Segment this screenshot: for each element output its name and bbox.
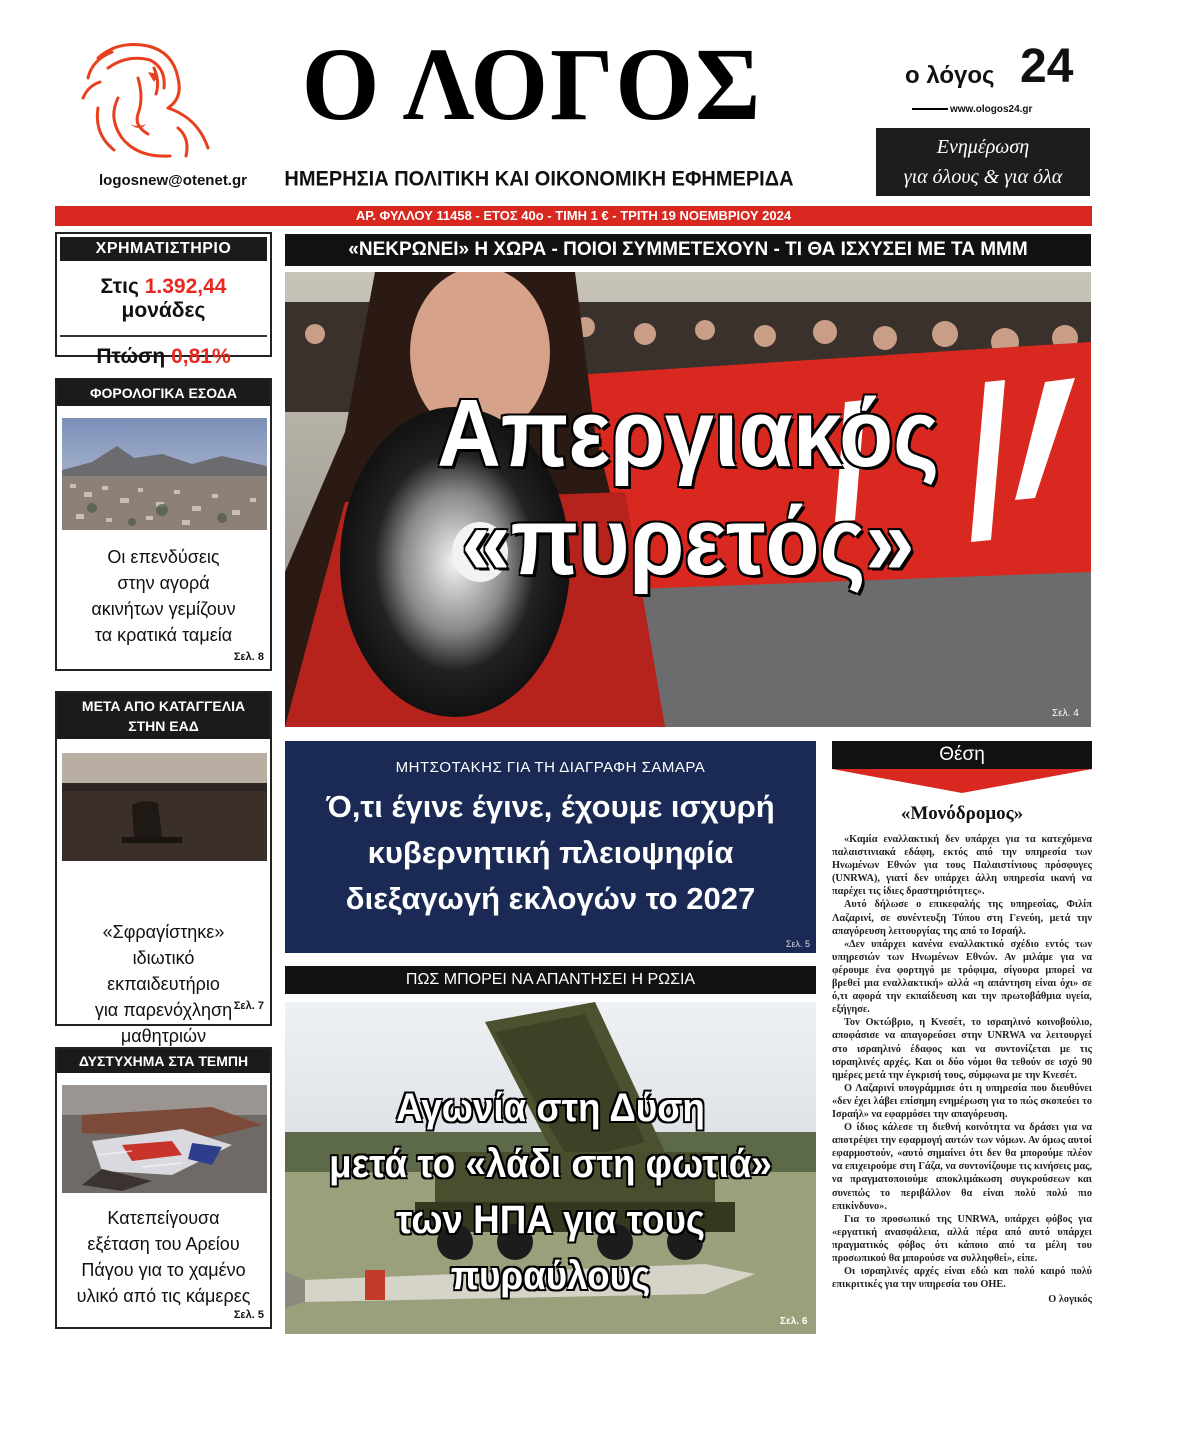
story-line: «Σφραγίστηκε» <box>102 922 225 942</box>
editorial-paragraph: «Καμία εναλλακτική δεν υπάρχει για τα κατεχόμενα παλαιστινιακά εδάφη, εκτός από την υπηρεσία των Ηνωμένων Εθνών για τους Παλαιστίνιους πρόσφυγες (UNRWA), γιατί δεν υπάρχει άλλη υπηρεσία ικανή να παρέχει τις ίδιες δραστηριότητες». <box>832 834 1092 898</box>
editorial-paragraph: Τον Οκτώβριο, η Κνεσέτ, το ισραηλινό κοινοβούλιο, αποφάσισε να απαγορεύσει στην UNRWA να λειτουργεί στο ισραηλινό έδαφος και να συντονίζεται με τις ισραηλινές αρχές. Και οι δύο νόμοι θα τεθούν σε ισχύ 90 ημέρες μετά την έγκρισή τους, σύμφωνα με την Κνεσέτ. <box>832 1017 1092 1081</box>
story-text <box>57 919 270 1049</box>
contact-email[interactable]: logosnew@otenet.gr <box>99 172 247 189</box>
editorial-paragraph: Ο Λαζαρινί υπογράμμισε ότι η υπηρεσία που διευθύνει «δεν έχει λάβει επίσημη ενημέρωση για το πώς σκοπεύει το Ισραήλ» να εφαρμόσει την απαγόρευση. <box>832 1082 1092 1120</box>
sidebar-story-tax[interactable] <box>55 378 272 671</box>
stock-change <box>60 335 267 369</box>
russia-headline-line: μετά το «λάδι στη φωτιά» <box>329 1142 772 1186</box>
page-ref: Σελ. 5 <box>233 1309 264 1321</box>
russia-page-ref: Σελ. 6 <box>780 1316 808 1327</box>
editorial-signature: Ο λογικός <box>1048 1294 1092 1306</box>
editorial-paragraph: Ο ίδιος κάλεσε τη διεθνή κοινότητα να δράσει για να αποτρέψει την εφαρμογή αυτών των νόμων. Αν όμως αυτοί εφαρμοστούν, «αυτό σημαίνει ότι δεν θα μπορούμε πλέον να επιχειρούμε στη Γάζα, να συντονίζουμε τις κινήσεις μας, να πραγματοποιούμε αποκλιμάκωση συγκρούσεων και συνεπώς το περιβάλλον θα είναι πολύ πολύ πιο επικίνδυνο». <box>832 1122 1092 1212</box>
story-line: τα κρατικά ταμεία <box>94 625 233 645</box>
story-line: ακινήτων γεμίζουν <box>91 599 236 619</box>
politics-headline-line: κυβερνητική πλειοψηφία <box>367 835 734 870</box>
editorial-body <box>832 833 1092 1306</box>
sidebar-story-school[interactable] <box>55 691 272 1046</box>
story-heading <box>57 693 270 739</box>
story-heading-line: ΣΤΗΝ ΕΑΔ <box>128 718 199 734</box>
slogan-line: για όλους & για όλα <box>903 166 1063 188</box>
stock-heading: ΧΡΗΜΑΤΙΣΤΗΡΙΟ <box>60 237 267 261</box>
story-line: Κατεπείγουσα <box>107 1208 220 1228</box>
story-heading: ΔΥΣΤΥΧΗΜΑ ΣΤΑ ΤΕΜΠΗ <box>57 1049 270 1073</box>
story-line: ιδιωτικό <box>132 948 195 968</box>
politics-headline-line: Ό,τι έγινε έγινε, έχουμε ισχυρή <box>326 789 775 824</box>
stock-prefix: Στις <box>100 275 139 298</box>
site-logo-name[interactable]: ο λόγος <box>905 62 995 89</box>
editorial-title[interactable]: «Μονόδρομος» <box>900 803 1024 824</box>
hero-headline[interactable] <box>317 380 1059 596</box>
hero-page-ref: Σελ. 4 <box>1052 708 1079 719</box>
editorial-paragraph: «Δεν υπάρχει κανένα εναλλακτικό σχέδιο εντός των υπηρεσιών των Ηνωμένων Εθνών. Αν μιλάμε για να φέρουμε ένα φορτηγό με τρόφιμα, σίγουρα μπορεί να βρεθεί μια εναλλακτική» αλλά «η απάντηση είναι όχι» σε ό,τι αφορά την εκπαίδευση και την πρωτοβάθμια υγεία, εξήγησε. <box>832 938 1092 1016</box>
stock-suffix: μονάδες <box>121 299 206 322</box>
story-line: εξέταση του Αρείου <box>87 1234 240 1254</box>
russia-headline-line: των ΗΠΑ για τους πυραύλους <box>395 1198 706 1298</box>
hero-headline-line: «πυρετός» <box>461 488 915 595</box>
politics-story[interactable] <box>285 741 816 953</box>
sidebar-story-tempi[interactable] <box>55 1047 272 1329</box>
story-heading-line: ΜΕΤΑ ΑΠΟ ΚΑΤΑΓΓΕΛΙΑ <box>81 698 246 714</box>
stock-value: 1.392,44 <box>144 275 227 298</box>
stock-box <box>55 232 272 368</box>
newspaper-subtitle: ΗΜΕΡΗΣΙΑ ΠΟΛΙΤΙΚΗ ΚΑΙ ΟΙΚΟΝΟΜΙΚΗ ΕΦΗΜΕΡΙΔΑ <box>284 167 794 191</box>
editorial-red-chevron-icon <box>832 769 1092 795</box>
story-line: εκπαιδευτήριο <box>107 974 220 994</box>
editorial-paragraph: Για το προσωπικό της UNRWA, υπάρχει φόβος για «εργατική ανασφάλεια, αλλά πέρα από αυτό υπάρχει πραγματικός φόβος ότι κάποιο από τα μέλη του προσωπικού θα μπορούσε να συλληφθεί», είπε. <box>832 1213 1092 1264</box>
site-logo-number: 24 <box>1020 40 1074 93</box>
logo-faces-icon <box>78 38 218 166</box>
stock-index <box>57 275 270 323</box>
slogan-box <box>876 128 1090 196</box>
story-text <box>57 1205 270 1309</box>
slogan-line: Ενημέρωση <box>936 136 1030 158</box>
story-line: μαθητριών <box>120 1026 207 1046</box>
page-ref: Σελ. 8 <box>233 651 264 663</box>
city-photo <box>62 418 267 530</box>
classroom-photo <box>62 753 267 861</box>
train-wreck-photo <box>62 1085 267 1193</box>
stock-change-value: 0,81% <box>171 345 231 368</box>
editorial-paragraph: Αυτό δήλωσε ο επικεφαλής της υπηρεσίας, Φιλίπ Λαζαρινί, σε συνέντευξη Τύπου στη Γενεύη, μετά την απαγόρευση λειτουργίας της από το Ισραήλ. <box>832 899 1092 937</box>
russia-headline-line: Αγωνία στη Δύση <box>396 1086 705 1130</box>
story-heading: ΦΟΡΟΛΟΓΙΚΑ ΕΣΟΔΑ <box>57 380 270 406</box>
story-line: Οι επενδύσεις <box>107 547 220 567</box>
politics-kicker: ΜΗΤΣΟΤΑΚΗΣ ΓΙΑ ΤΗ ΔΙΑΓΡΑΦΗ ΣΑΜΑΡΑ <box>395 759 706 776</box>
top-banner[interactable]: «ΝΕΚΡΩΝΕΙ» Η ΧΩΡΑ - ΠΟΙΟΙ ΣΥΜΜΕΤΕΧΟΥΝ - ΤΙ ΘΑ ΙΣΧΥΣΕΙ ΜΕ ΤΑ ΜΜΜ <box>285 234 1091 266</box>
hero-headline-line: Απεργιακός <box>436 380 940 487</box>
site-logo-divider <box>912 108 948 110</box>
site-url[interactable]: www.ologos24.gr <box>950 104 1033 115</box>
editorial-section: Θέση <box>832 741 1092 769</box>
story-text <box>57 544 270 648</box>
story-line: Πάγου για το χαμένο <box>81 1260 246 1280</box>
stock-change-label: Πτώση <box>96 345 166 368</box>
story-line: για παρενόχληση <box>94 1000 233 1020</box>
story-line: στην αγορά <box>117 573 210 593</box>
issue-info-bar: ΑΡ. ΦΥΛΛΟΥ 11458 - ΕΤΟΣ 40ο - ΤΙΜΗ 1 € - ΤΡΙΤΗ 19 ΝΟΕΜΒΡΙΟΥ 2024 <box>55 206 1092 226</box>
politics-page-ref: Σελ. 5 <box>785 939 810 949</box>
story-line: υλικό από τις κάμερες <box>76 1286 251 1306</box>
editorial-paragraph: Οι ισραηλινές αρχές είναι εδώ και πολύ καιρό πολύ επικριτικές για την υπηρεσία του ΟΗΕ. <box>832 1266 1092 1291</box>
newspaper-title: Ο ΛΟΓΟΣ <box>301 27 763 142</box>
russia-banner[interactable]: ΠΩΣ ΜΠΟΡΕΙ ΝΑ ΑΠΑΝΤΗΣΕΙ Η ΡΩΣΙΑ <box>285 966 816 994</box>
russia-headline[interactable] <box>306 1080 795 1304</box>
politics-headline-line: διεξαγωγή εκλογών το 2027 <box>345 881 756 916</box>
page-ref: Σελ. 7 <box>233 1000 264 1012</box>
politics-headline <box>285 784 816 922</box>
